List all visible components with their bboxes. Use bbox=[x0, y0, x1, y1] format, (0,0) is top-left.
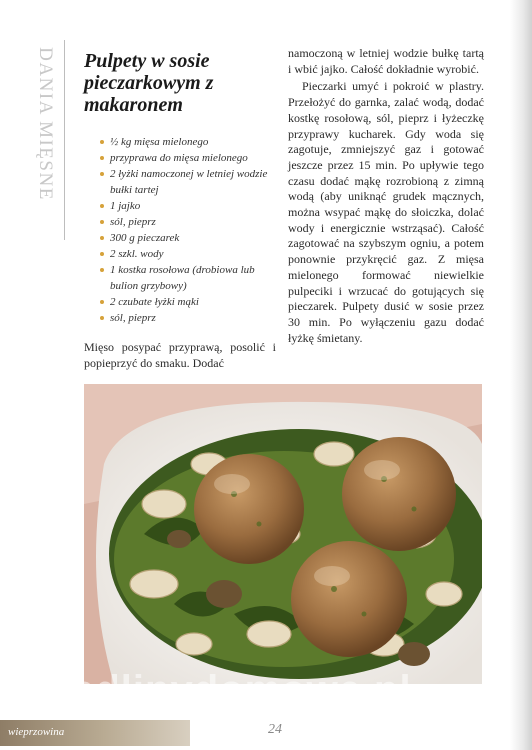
bullet-icon bbox=[100, 220, 104, 224]
footer-section-label: wieprzowina bbox=[8, 726, 65, 738]
bullet-icon bbox=[100, 172, 104, 176]
dish-photo bbox=[84, 384, 482, 684]
ingredient-text: 2 czubate łyżki mąki bbox=[110, 296, 199, 308]
ingredient-item bbox=[100, 134, 276, 150]
ingredient-item bbox=[100, 246, 276, 262]
category-label: DANIA MIĘSNE bbox=[35, 47, 56, 201]
category-tab bbox=[28, 40, 62, 208]
meatballs-illustration bbox=[84, 384, 482, 684]
bullet-icon bbox=[100, 204, 104, 208]
method-paragraph: namoczoną w letniej wodzie bułkę tartą i wbić jajko. Całość dokładnie wyrobić. bbox=[288, 46, 484, 76]
bullet-icon bbox=[100, 300, 104, 304]
bullet-icon bbox=[100, 156, 104, 160]
ingredient-text: 2 szkl. wody bbox=[110, 248, 164, 260]
recipe-title: Pulpety w sosie pieczarkowym z makaronem bbox=[84, 50, 214, 116]
ingredient-item bbox=[100, 198, 276, 214]
method-paragraph-start: Mięso posypać przyprawą, posolić i popieprzyć do smaku. Dodać bbox=[84, 340, 276, 370]
watermark-text: wedlinydomowe.pl bbox=[40, 668, 412, 712]
bullet-icon bbox=[100, 140, 104, 144]
ingredient-item bbox=[100, 310, 276, 326]
bullet-icon bbox=[100, 316, 104, 320]
method-paragraph: Pieczarki umyć i pokroić w plastry. Przełożyć do garnka, zalać wodą, dodać kostkę rosołową, sól, pieprz i łyżeczkę przyprawy kucharek. Gdy woda się zagotuje, zmniejszyć gaz i gotować jeszcze przez 15 min. Po upływie tego czasu dodać mąkę rozrobioną z zimną wodą (aby uniknąć grudek mącznych, można wsypać mąkę do słoiczka, dolać wody i energicznie wstrząsać). Całość zagotować na szybszym ogniu, a potem ponownie przykręcić gaz. Z mięsa mielonego formować niewielkie pulpeciki i wrzucać do gotujących się pieczarek. Pulpety dusić w sosie przez 30 min. Po wyłączeniu gazu dodać łyżkę śmietany. bbox=[288, 79, 484, 345]
ingredient-text: przyprawa do mięsa mielonego bbox=[110, 152, 248, 164]
page-edge-shadow bbox=[510, 0, 532, 750]
ingredient-item bbox=[100, 150, 276, 166]
ingredient-text: sól, pieprz bbox=[110, 312, 156, 324]
ingredient-text: 1 jajko bbox=[110, 200, 141, 212]
ingredient-item bbox=[100, 166, 276, 198]
ingredients-list bbox=[100, 134, 276, 326]
ingredient-item bbox=[100, 230, 276, 246]
bullet-icon bbox=[100, 252, 104, 256]
ingredient-text: 1 kostka rosołowa (drobiowa lub bulion grzybowy) bbox=[110, 264, 255, 292]
ingredient-text: ½ kg mięsa mielonego bbox=[110, 136, 209, 148]
bullet-icon bbox=[100, 268, 104, 272]
ingredient-item bbox=[100, 214, 276, 230]
method-column bbox=[288, 46, 484, 346]
bullet-icon bbox=[100, 236, 104, 240]
ingredient-text: sól, pieprz bbox=[110, 216, 156, 228]
category-divider bbox=[64, 40, 65, 240]
page-number: 24 bbox=[268, 722, 282, 737]
ingredient-item bbox=[100, 262, 276, 294]
ingredient-text: 300 g pieczarek bbox=[110, 232, 180, 244]
ingredient-text: 2 łyżki namoczonej w letniej wodzie bułki tartej bbox=[110, 168, 268, 196]
ingredient-item bbox=[100, 294, 276, 310]
